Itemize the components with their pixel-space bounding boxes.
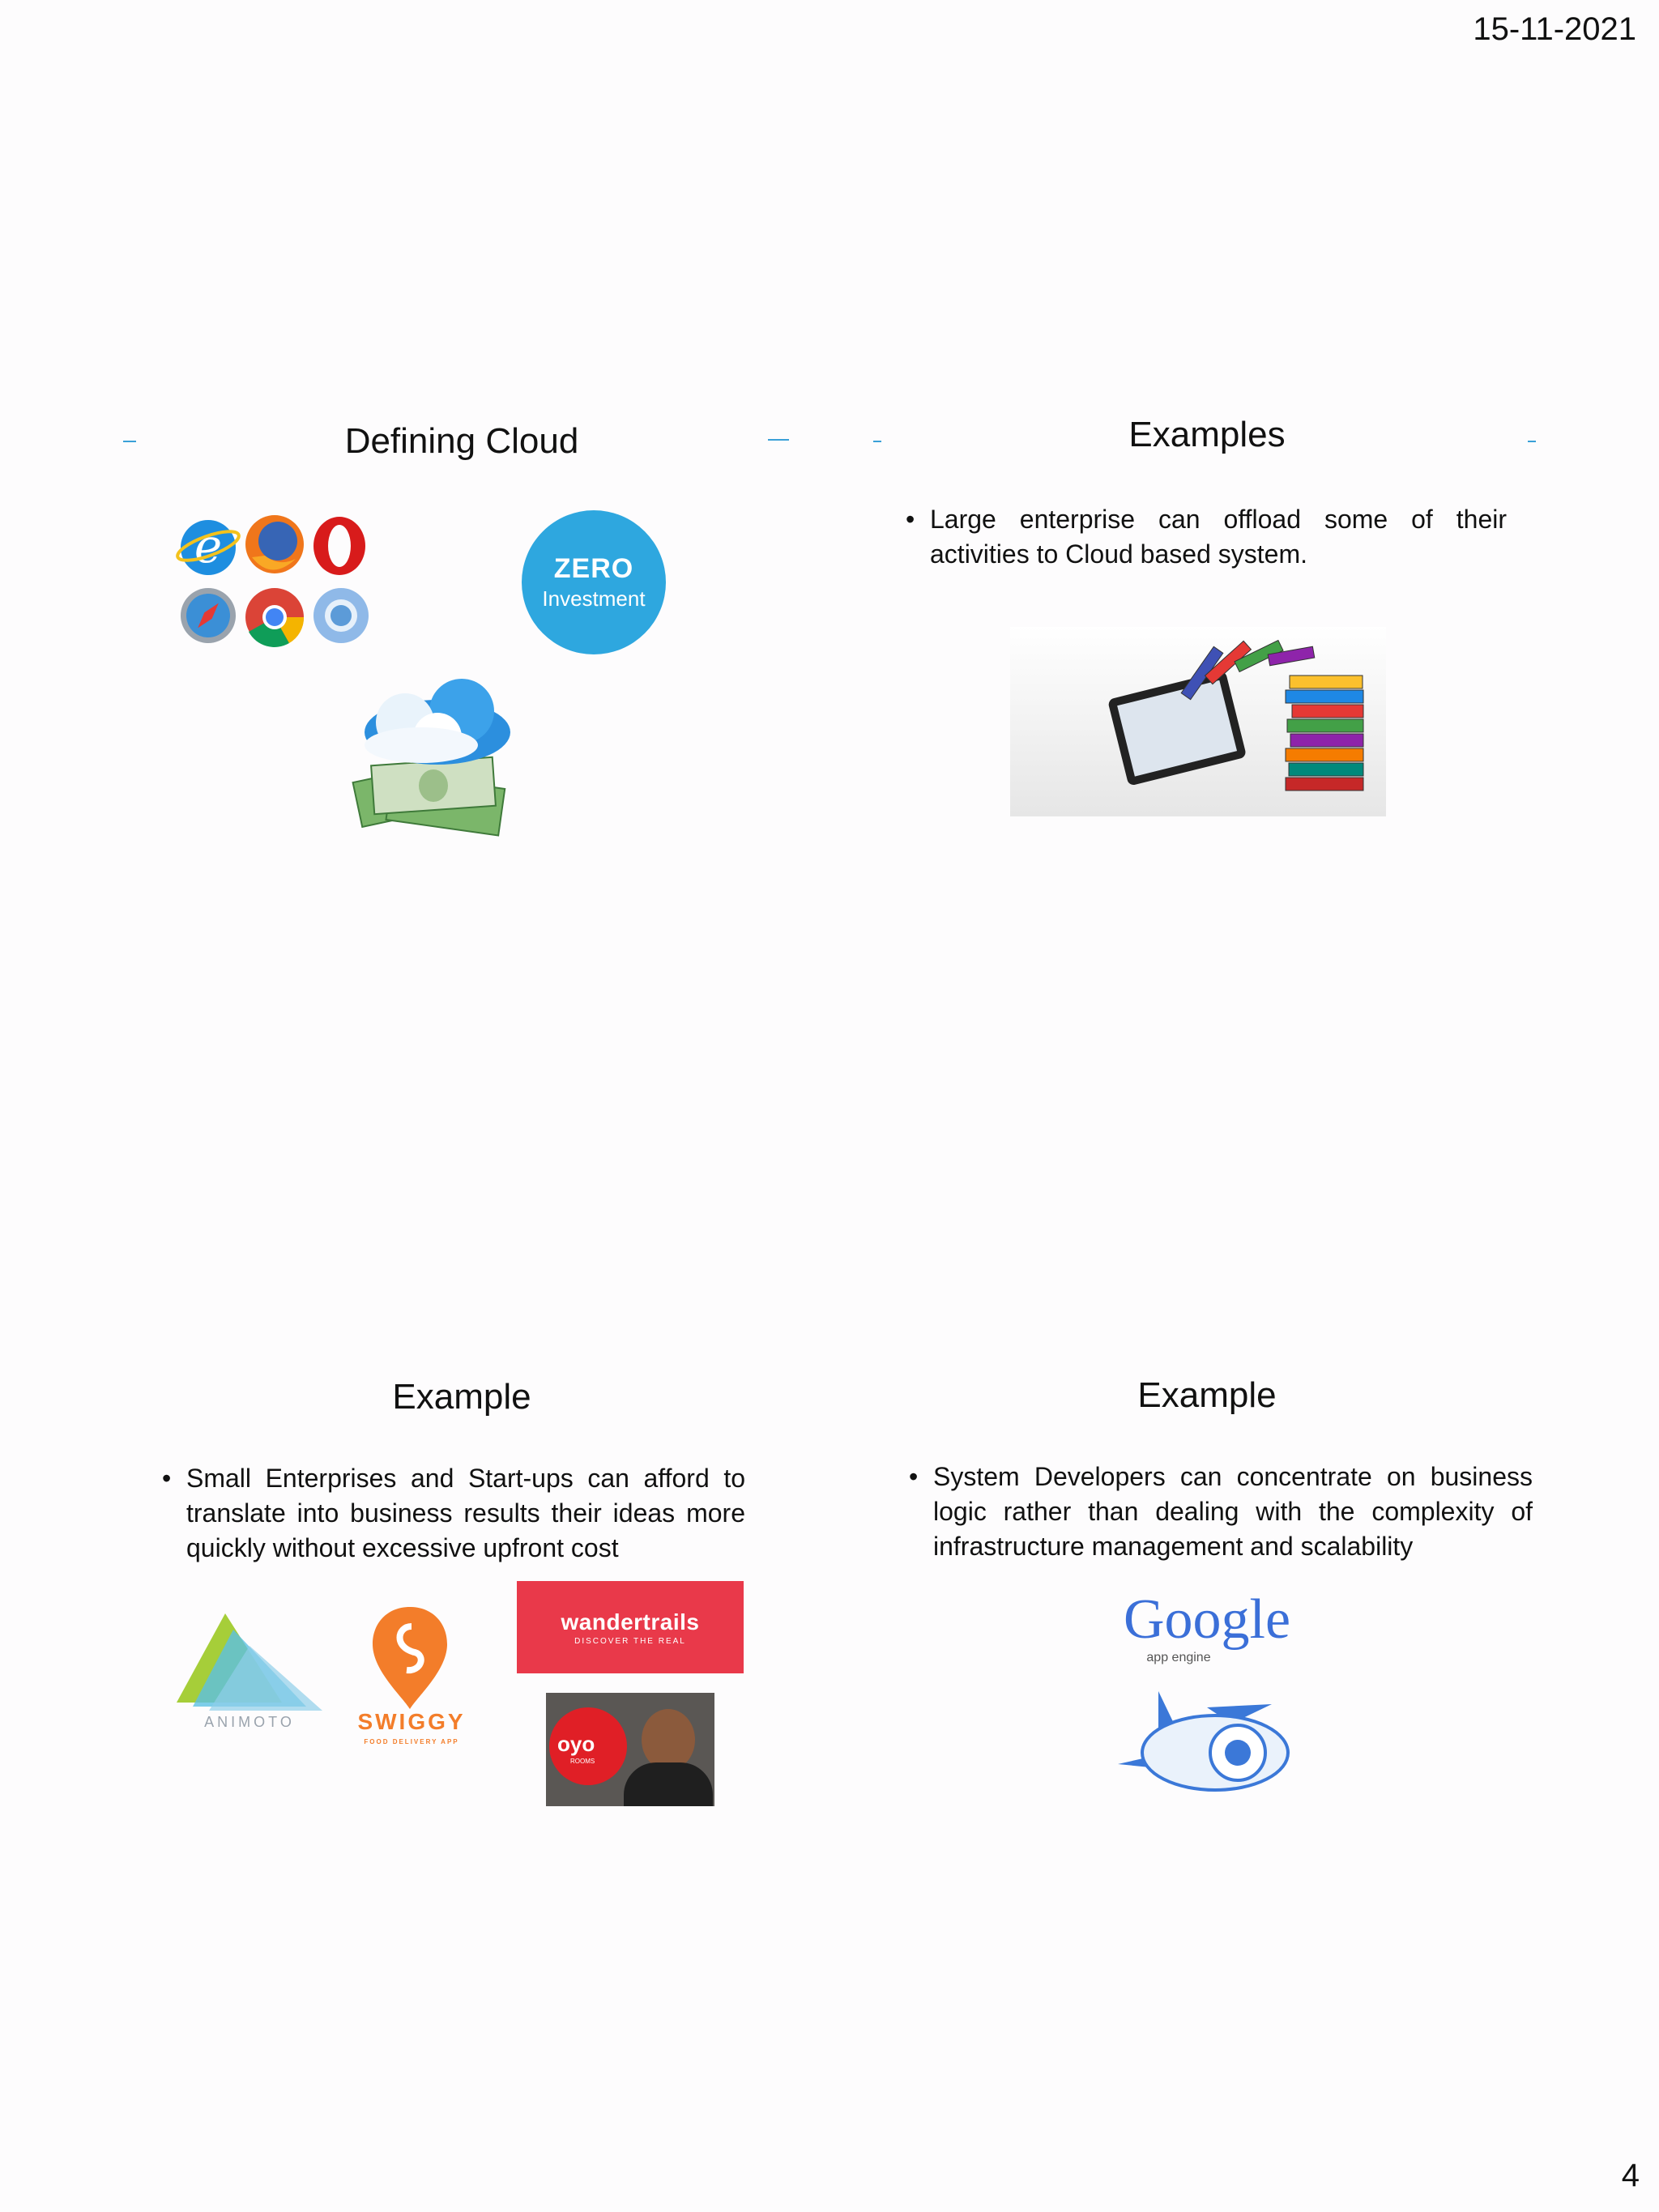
browser-icons bbox=[174, 509, 377, 654]
page-number: 4 bbox=[1621, 2158, 1640, 2193]
animoto-label: ANIMOTO bbox=[204, 1714, 295, 1730]
slide-title: Example bbox=[1137, 1375, 1277, 1415]
opera-icon bbox=[313, 517, 365, 575]
bullet-text: • Large enterprise can offload some of their activities to Cloud based system. bbox=[906, 502, 1507, 572]
slide-defining-cloud bbox=[122, 421, 802, 875]
chrome-icon bbox=[245, 588, 304, 647]
swiggy-tagline: FOOD DELIVERY APP bbox=[364, 1738, 459, 1745]
slide-example-app-engine bbox=[867, 1375, 1547, 1829]
firefox-icon bbox=[245, 515, 304, 573]
safari-icon bbox=[181, 588, 236, 643]
swiggy-label: SWIGGY bbox=[357, 1709, 466, 1734]
slide-example-startups bbox=[122, 1377, 802, 1831]
oyo-tagline: ROOMS bbox=[570, 1758, 595, 1765]
slide-examples bbox=[867, 415, 1547, 868]
tablet-books-icon bbox=[1010, 627, 1386, 816]
app-engine-icon bbox=[1110, 1675, 1296, 1796]
oyo-photo-icon bbox=[546, 1693, 714, 1806]
wandertrails-label: wandertrails bbox=[561, 1609, 700, 1634]
zero-investment-badge bbox=[522, 510, 666, 654]
app-engine-label: app engine bbox=[1146, 1651, 1211, 1664]
chromium-icon bbox=[313, 588, 369, 643]
badge-line1: ZERO bbox=[553, 553, 634, 584]
page-date: 15-11-2021 bbox=[1473, 11, 1636, 47]
wandertrails-tagline: DISCOVER THE REAL bbox=[574, 1636, 686, 1646]
slide-title: Defining Cloud bbox=[344, 421, 579, 461]
bullet-text: • Small Enterprises and Start-ups can afford to translate into business results their ideas more quickly without excessive upfront cost bbox=[162, 1461, 745, 1566]
svg-text:e: e bbox=[194, 518, 223, 573]
swiggy-logo-icon bbox=[369, 1607, 450, 1712]
google-wordmark: Google bbox=[1123, 1588, 1291, 1651]
badge-line2: Investment bbox=[542, 586, 646, 611]
wandertrails-logo-icon bbox=[517, 1581, 744, 1673]
cloud-money-icon bbox=[340, 674, 535, 844]
bullet-text: • System Developers can concentrate on business logic rather than dealing with the complexity of infrastructure management and scalability bbox=[909, 1460, 1533, 1564]
slide-title: Example bbox=[392, 1377, 531, 1417]
internet-explorer-icon bbox=[174, 518, 241, 575]
oyo-label: oyo bbox=[557, 1732, 595, 1756]
slide-title: Examples bbox=[1128, 415, 1286, 454]
